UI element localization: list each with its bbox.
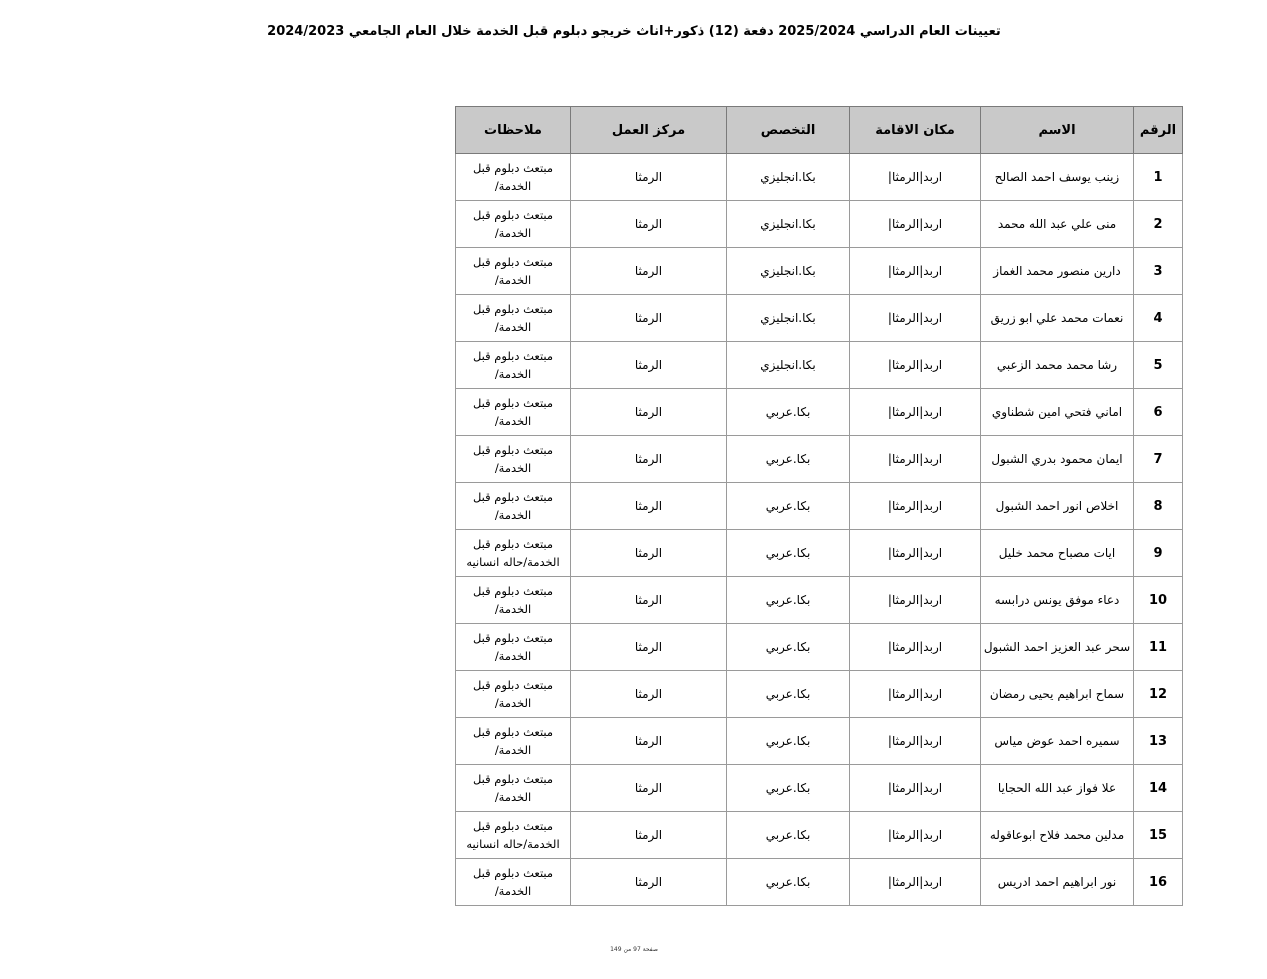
cell-name: دعاء موفق يونس درابسه: [981, 577, 1134, 624]
table-row: [456, 624, 1183, 671]
cell-specialty: بكا.انجليزي: [727, 248, 850, 295]
cell-specialty: بكا.عربي: [727, 389, 850, 436]
cell-name: نعمات محمد علي ابو زريق: [981, 295, 1134, 342]
cell-number: 11: [1134, 624, 1183, 671]
table-row: [456, 436, 1183, 483]
cell-workplace: الرمثا: [571, 295, 727, 342]
cell-number: 13: [1134, 718, 1183, 765]
cell-notes: مبتعث دبلوم قبل الخدمة/: [456, 577, 571, 624]
cell-number: 9: [1134, 530, 1183, 577]
cell-notes: مبتعث دبلوم قبل الخدمة/: [456, 859, 571, 906]
cell-residence: اربد|الرمثا|: [850, 295, 981, 342]
appointments-table-container: [455, 106, 1182, 906]
table-row: [456, 248, 1183, 295]
cell-notes: مبتعث دبلوم قبل الخدمة/حاله انسانيه: [456, 530, 571, 577]
cell-residence: اربد|الرمثا|: [850, 342, 981, 389]
page-number: صفحة 97 من 149: [610, 946, 658, 953]
cell-workplace: الرمثا: [571, 483, 727, 530]
cell-name: سحر عبد العزيز احمد الشبول: [981, 624, 1134, 671]
cell-notes: مبتعث دبلوم قبل الخدمة/: [456, 624, 571, 671]
cell-workplace: الرمثا: [571, 577, 727, 624]
cell-specialty: بكا.عربي: [727, 718, 850, 765]
cell-residence: اربد|الرمثا|: [850, 812, 981, 859]
cell-notes: مبتعث دبلوم قبل الخدمة/: [456, 201, 571, 248]
cell-notes: مبتعث دبلوم قبل الخدمة/: [456, 248, 571, 295]
table-row: [456, 859, 1183, 906]
cell-specialty: بكا.انجليزي: [727, 342, 850, 389]
cell-name: اماني فتحي امين شطناوي: [981, 389, 1134, 436]
cell-number: 7: [1134, 436, 1183, 483]
cell-residence: اربد|الرمثا|: [850, 765, 981, 812]
cell-number: 3: [1134, 248, 1183, 295]
appointments-table: [455, 106, 1183, 906]
cell-workplace: الرمثا: [571, 389, 727, 436]
cell-specialty: بكا.انجليزي: [727, 154, 850, 201]
table-row: [456, 342, 1183, 389]
cell-notes: مبتعث دبلوم قبل الخدمة/: [456, 436, 571, 483]
cell-specialty: بكا.انجليزي: [727, 201, 850, 248]
table-row: [456, 295, 1183, 342]
header-name: الاسم: [981, 107, 1134, 154]
cell-workplace: الرمثا: [571, 812, 727, 859]
cell-residence: اربد|الرمثا|: [850, 483, 981, 530]
cell-residence: اربد|الرمثا|: [850, 671, 981, 718]
cell-workplace: الرمثا: [571, 530, 727, 577]
cell-number: 10: [1134, 577, 1183, 624]
cell-name: علا فواز عبد الله الحجايا: [981, 765, 1134, 812]
cell-workplace: الرمثا: [571, 718, 727, 765]
cell-residence: اربد|الرمثا|: [850, 389, 981, 436]
header-specialty: التخصص: [727, 107, 850, 154]
cell-name: سماح ابراهيم يحيى رمضان: [981, 671, 1134, 718]
cell-number: 14: [1134, 765, 1183, 812]
cell-notes: مبتعث دبلوم قبل الخدمة/: [456, 295, 571, 342]
cell-name: نور ابراهيم احمد ادريس: [981, 859, 1134, 906]
cell-number: 2: [1134, 201, 1183, 248]
cell-workplace: الرمثا: [571, 436, 727, 483]
table-row: [456, 201, 1183, 248]
cell-name: ايمان محمود بدري الشبول: [981, 436, 1134, 483]
cell-name: دارين منصور محمد الغماز: [981, 248, 1134, 295]
cell-notes: مبتعث دبلوم قبل الخدمة/حاله انسانيه: [456, 812, 571, 859]
table-row: [456, 765, 1183, 812]
table-header-row: [456, 107, 1183, 154]
cell-specialty: بكا.عربي: [727, 812, 850, 859]
cell-name: سميره احمد عوض مياس: [981, 718, 1134, 765]
cell-workplace: الرمثا: [571, 342, 727, 389]
cell-name: رشا محمد محمد الزعبي: [981, 342, 1134, 389]
cell-workplace: الرمثا: [571, 154, 727, 201]
cell-residence: اربد|الرمثا|: [850, 859, 981, 906]
cell-residence: اربد|الرمثا|: [850, 530, 981, 577]
cell-residence: اربد|الرمثا|: [850, 436, 981, 483]
cell-notes: مبتعث دبلوم قبل الخدمة/: [456, 765, 571, 812]
cell-specialty: بكا.عربي: [727, 765, 850, 812]
cell-notes: مبتعث دبلوم قبل الخدمة/: [456, 483, 571, 530]
cell-workplace: الرمثا: [571, 201, 727, 248]
table-row: [456, 671, 1183, 718]
cell-specialty: بكا.عربي: [727, 483, 850, 530]
cell-specialty: بكا.عربي: [727, 577, 850, 624]
header-residence: مكان الاقامة: [850, 107, 981, 154]
cell-notes: مبتعث دبلوم قبل الخدمة/: [456, 718, 571, 765]
cell-number: 5: [1134, 342, 1183, 389]
table-row: [456, 812, 1183, 859]
table-body: [456, 154, 1183, 906]
cell-number: 15: [1134, 812, 1183, 859]
table-row: [456, 389, 1183, 436]
cell-notes: مبتعث دبلوم قبل الخدمة/: [456, 671, 571, 718]
cell-workplace: الرمثا: [571, 624, 727, 671]
cell-notes: مبتعث دبلوم قبل الخدمة/: [456, 154, 571, 201]
cell-number: 6: [1134, 389, 1183, 436]
cell-workplace: الرمثا: [571, 248, 727, 295]
cell-number: 4: [1134, 295, 1183, 342]
cell-workplace: الرمثا: [571, 765, 727, 812]
header-workplace: مركز العمل: [571, 107, 727, 154]
table-row: [456, 577, 1183, 624]
cell-notes: مبتعث دبلوم قبل الخدمة/: [456, 389, 571, 436]
header-number: الرقم: [1134, 107, 1183, 154]
cell-residence: اربد|الرمثا|: [850, 624, 981, 671]
cell-specialty: بكا.عربي: [727, 859, 850, 906]
cell-workplace: الرمثا: [571, 671, 727, 718]
cell-name: اخلاص انور احمد الشبول: [981, 483, 1134, 530]
cell-specialty: بكا.عربي: [727, 624, 850, 671]
cell-name: زينب يوسف احمد الصالح: [981, 154, 1134, 201]
table-row: [456, 154, 1183, 201]
page-title: تعيينات العام الدراسي 2025/2024 دفعة (12) ذكور+اناث خريجو دبلوم قبل الخدمة خلال العام الجامعي 2024/2023: [267, 24, 1001, 39]
cell-specialty: بكا.عربي: [727, 671, 850, 718]
cell-number: 1: [1134, 154, 1183, 201]
cell-number: 16: [1134, 859, 1183, 906]
cell-notes: مبتعث دبلوم قبل الخدمة/: [456, 342, 571, 389]
cell-specialty: بكا.عربي: [727, 436, 850, 483]
cell-workplace: الرمثا: [571, 859, 727, 906]
cell-specialty: بكا.انجليزي: [727, 295, 850, 342]
cell-residence: اربد|الرمثا|: [850, 248, 981, 295]
table-row: [456, 718, 1183, 765]
cell-name: ايات مصباح محمد خليل: [981, 530, 1134, 577]
cell-number: 8: [1134, 483, 1183, 530]
cell-residence: اربد|الرمثا|: [850, 201, 981, 248]
cell-name: منى علي عبد الله محمد: [981, 201, 1134, 248]
cell-number: 12: [1134, 671, 1183, 718]
cell-residence: اربد|الرمثا|: [850, 154, 981, 201]
cell-residence: اربد|الرمثا|: [850, 718, 981, 765]
table-row: [456, 483, 1183, 530]
cell-name: مدلين محمد فلاح ابوعاقوله: [981, 812, 1134, 859]
cell-specialty: بكا.عربي: [727, 530, 850, 577]
table-row: [456, 530, 1183, 577]
cell-residence: اربد|الرمثا|: [850, 577, 981, 624]
header-notes: ملاحظات: [456, 107, 571, 154]
